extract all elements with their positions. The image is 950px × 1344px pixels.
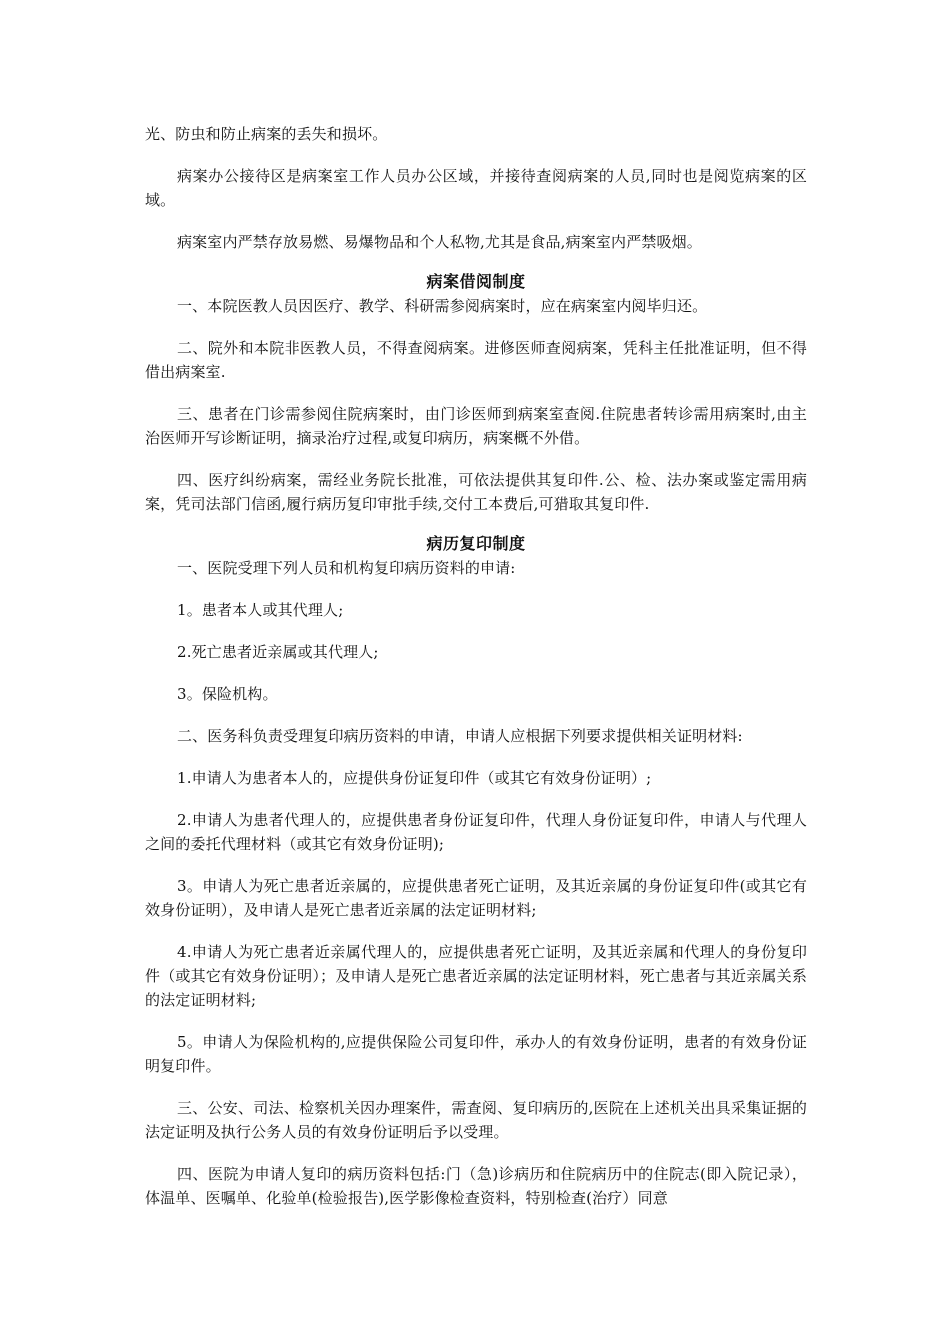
list-item: 1。患者本人或其代理人; — [177, 601, 344, 619]
list-item: 5。申请人为保险机构的,应提供保险公司复印件，承办人的有效身份证明，患者的有效身份证明复印件。 — [145, 1033, 807, 1075]
list-item: 2.死亡患者近亲属或其代理人; — [177, 643, 379, 661]
list-item: 2.申请人为患者代理人的，应提供患者身份证复印件，代理人身份证复印件，申请人与代理人之间的委托代理材料（或其它有效身份证明); — [145, 811, 807, 853]
list-item: 4.申请人为死亡患者近亲属代理人的，应提供患者死亡证明，及其近亲属和代理人的身份复印件（或其它有效身份证明）；及申请人是死亡患者近亲属的法定证明材料，死亡患者与其近亲属关系的法定证明材料; — [145, 943, 807, 1009]
list-item: 3。申请人为死亡患者近亲属的，应提供患者死亡证明，及其近亲属的身份证复印件(或其它有效身份证明），及申请人是死亡患者近亲属的法定证明材料; — [145, 877, 807, 919]
section-title: 病历复印制度 — [426, 534, 526, 553]
borrowing-section — [145, 270, 807, 516]
copying-section — [145, 532, 807, 1210]
paragraph: 四、医院为申请人复印的病历资料包括:门（急)诊病历和住院病历中的住院志(即入院记录），体温单、医嘱单、化验单(检验报告),医学影像检查资料，特别检查(治疗）同意 — [145, 1165, 807, 1207]
paragraph: 四、医疗纠纷病案，需经业务院长批准，可依法提供其复印件.公、检、法办案或鉴定需用病案，凭司法部门信函,履行病历复印审批手续,交付工本费后,可猎取其复印件. — [145, 471, 807, 513]
paragraph: 一、医院受理下列人员和机构复印病历资料的申请: — [177, 559, 516, 577]
paragraph: 三、患者在门诊需参阅住院病案时，由门诊医师到病案室查阅.住院患者转诊需用病案时,由主治医师开写诊断证明，摘录治疗过程,或复印病历，病案概不外借。 — [145, 405, 807, 447]
paragraph: 一、本院医教人员因医疗、教学、科研需参阅病案时，应在病案室内阅毕归还。 — [177, 297, 708, 315]
paragraph: 二、院外和本院非医教人员，不得查阅病案。进修医师查阅病案，凭科主任批准证明，但不得借出病案室. — [145, 339, 807, 381]
paragraph: 三、公安、司法、检察机关因办理案件，需查阅、复印病历的,医院在上述机关出具采集证据的法定证明及执行公务人员的有效身份证明后予以受理。 — [145, 1099, 807, 1141]
paragraph: 病案室内严禁存放易燃、易爆物品和个人私物,尤其是食品,病案室内严禁吸烟。 — [177, 233, 702, 251]
paragraph: 病案办公接待区是病案室工作人员办公区域，并接待查阅病案的人员,同时也是阅览病案的区域。 — [145, 167, 807, 209]
list-item: 1.申请人为患者本人的，应提供身份证复印件（或其它有效身份证明）; — [177, 769, 652, 787]
paragraph: 光、防虫和防止病案的丢失和损坏。 — [145, 125, 388, 143]
paragraph: 二、医务科负责受理复印病历资料的申请，申请人应根据下列要求提供相关证明材料: — [177, 727, 743, 745]
list-item: 3。保险机构。 — [177, 685, 278, 703]
document-page — [145, 122, 807, 1210]
section-title: 病案借阅制度 — [426, 272, 526, 291]
intro-section — [145, 122, 807, 254]
